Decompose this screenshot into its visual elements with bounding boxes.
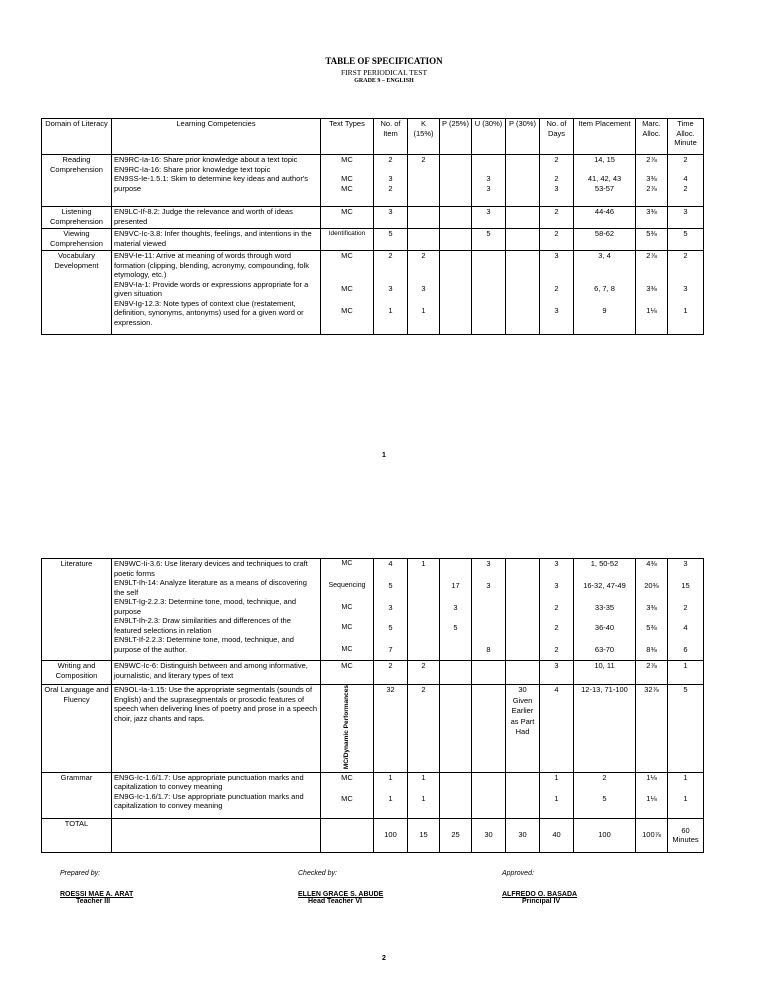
cell-value: 2: [683, 603, 688, 612]
cell-value: 3: [421, 284, 426, 293]
prepared-label: Prepared by:: [60, 870, 101, 877]
cell-value: 3: [486, 581, 491, 590]
empty-cell: [506, 207, 540, 229]
domain-vocabulary: Vocabulary Development: [42, 251, 112, 335]
cell-value: 5: [472, 229, 506, 251]
no-items: [374, 251, 408, 335]
text-types: [321, 559, 374, 661]
header-marc: Marc. Alloc.: [636, 119, 668, 155]
days-values: [540, 772, 574, 818]
cell-value: MC: [341, 155, 353, 164]
cell-value: 3⅜: [646, 174, 657, 183]
cell-value: 12-13, 71-100: [574, 685, 636, 773]
competency-item: EN9WC-Ii-3.6: Use literary devices and techniques to craft poetic forms: [114, 559, 308, 578]
table-row-vocabulary: [42, 251, 704, 335]
p1-values: [440, 559, 472, 661]
cell-value: 4: [388, 559, 393, 568]
empty-cell: [440, 251, 472, 335]
cell-value: 32: [374, 685, 408, 773]
approved-position: Principal IV: [522, 898, 561, 905]
approved-block: [502, 870, 577, 905]
k-values: [408, 155, 440, 207]
cell-value: 1⅛: [646, 793, 657, 803]
checked-name: ELLEN GRACE S. ABUDE: [298, 891, 384, 898]
domain-grammar: Grammar: [42, 772, 112, 818]
cell-value: 2: [554, 623, 559, 632]
header-time: Time Alloc. Minute: [668, 119, 704, 155]
cell-value: 58-62: [574, 229, 636, 251]
cell-value: MC: [341, 306, 353, 315]
empty-cell: [321, 818, 374, 852]
total-marc: 100⅞: [636, 818, 668, 852]
total-label: TOTAL: [42, 818, 112, 852]
header-text-types: Text Types: [321, 119, 374, 155]
domain-viewing: Viewing Comprehension: [42, 229, 112, 251]
cell-value: 3: [540, 661, 574, 685]
domain-oral: Oral Language and Fluency: [42, 685, 112, 773]
cell-value: MC/Dynamic Performances: [343, 685, 350, 770]
cell-value: MC: [341, 646, 353, 653]
cell-value: 3: [554, 183, 559, 193]
competency-item: EN9V-Ie-11: Arrive at meaning of words through word formation (clipping, blending, acronymy, compounding, folk etymology, etc.): [114, 251, 309, 279]
cell-value: 2: [408, 661, 440, 685]
competency-item: EN9G-Ic-1.6/1.7: Use appropriate punctuation marks and capitalization to convey meaning: [114, 772, 304, 792]
table-row-reading: [42, 155, 704, 207]
no-items: [374, 155, 408, 207]
approved-label: Approved:: [502, 870, 534, 877]
cell-value: 2⅞: [636, 661, 668, 685]
marc-values: [636, 155, 668, 207]
header-placement: Item Placement: [574, 119, 636, 155]
cell-value: 33-35: [594, 603, 615, 612]
cell-value: 8⅜: [646, 645, 657, 654]
cell-value: 3: [554, 559, 559, 568]
empty-cell: [408, 207, 440, 229]
table-row-viewing: [42, 229, 704, 251]
text-type-vertical: [321, 685, 374, 773]
time-values: [668, 559, 704, 661]
cell-value: Sequencing: [328, 582, 366, 589]
cell-value: 5: [453, 623, 458, 632]
cell-value: 2: [421, 251, 426, 260]
cell-value: 5⅜: [636, 229, 668, 251]
cell-value: 5: [602, 793, 607, 803]
empty-cell: [506, 559, 540, 661]
prepared-position: Teacher III: [76, 898, 111, 905]
cell-value: 5⅜: [646, 623, 657, 632]
cell-value: 3: [554, 581, 559, 590]
cell-value: 53-57: [594, 183, 615, 193]
empty-cell: [440, 229, 472, 251]
text-types: [321, 155, 374, 207]
cell-value: 2: [421, 155, 426, 164]
cell-value: 9: [602, 306, 607, 315]
table-row-grammar: [42, 772, 704, 818]
cell-value: MC: [341, 624, 353, 631]
competency-item: EN9V-Ig-12.3: Note types of context clue (restatement, definition, synonyms, antonyms) used for a given word or expression.: [114, 298, 304, 327]
total-p1: 25: [440, 818, 472, 852]
cell-value: 2: [554, 155, 559, 164]
competency-item: EN9VC-Ic-3.8: Infer thoughts, feelings, and intentions in the material viewed: [112, 229, 321, 251]
cell-value: 5: [374, 229, 408, 251]
cell-value: 1: [421, 772, 426, 782]
cell-value: 6, 7, 8: [594, 284, 615, 293]
empty-cell: [408, 229, 440, 251]
cell-value: 2⅞: [646, 155, 657, 164]
cell-value: 1: [421, 793, 426, 803]
cell-value: 1⅛: [646, 772, 657, 782]
cell-value: 1: [388, 306, 393, 315]
cell-value: 2: [554, 645, 559, 654]
cell-value: 3: [374, 207, 408, 229]
header-k: K (15%): [408, 119, 440, 155]
competency-item: EN9WC-Ic-6: Distinguish between and among informative, journalistic, and literary types of text: [112, 661, 321, 685]
cell-value: 3⅜: [646, 284, 657, 293]
cell-value: 3: [554, 306, 559, 315]
k-values: [408, 251, 440, 335]
checked-position: Head Teacher VI: [308, 898, 362, 905]
cell-value: 2: [540, 207, 574, 229]
empty-cell: [506, 772, 540, 818]
cell-value: 2: [374, 661, 408, 685]
competency-item: EN9V-Ia-1: Provide words or expressions appropriate for a given situation: [114, 279, 309, 298]
competency-item: EN9LT-Ig-2.2.3: Determine tone, mood, technique, and purpose: [114, 597, 297, 616]
placement-values: [574, 559, 636, 661]
empty-cell: [472, 251, 506, 335]
cell-value: 3: [388, 174, 393, 183]
cell-value: 3: [486, 174, 491, 183]
cell-value: 5: [388, 581, 393, 590]
empty-cell: [506, 251, 540, 335]
table-row-oral: [42, 685, 704, 773]
empty-cell: [440, 661, 472, 685]
cell-value: 17: [451, 581, 460, 590]
cell-value: 2: [388, 155, 393, 164]
cell-value: 1: [554, 772, 559, 782]
empty-cell: [440, 685, 472, 773]
cell-value: 16-32, 47-49: [583, 581, 626, 590]
cell-value: MC: [341, 772, 353, 782]
cell-value: MC: [321, 661, 374, 685]
cell-value: 3: [453, 603, 458, 612]
total-placement: 100: [574, 818, 636, 852]
cell-value: 4⅜: [646, 559, 657, 568]
cell-value: 5: [388, 623, 393, 632]
cell-value: 3, 4: [598, 251, 611, 260]
cell-value: 2: [554, 603, 559, 612]
header-p2: P (30%): [506, 119, 540, 155]
empty-cell: [472, 772, 506, 818]
cell-value: 1: [668, 661, 704, 685]
cell-value: 4: [540, 685, 574, 773]
header-p1: P (25%): [440, 119, 472, 155]
cell-value: 3: [554, 251, 559, 260]
empty-cell: [472, 661, 506, 685]
cell-value: 30 Given Earlier as Part Had: [506, 685, 540, 773]
total-items: 100: [374, 818, 408, 852]
cell-value: 1: [388, 772, 393, 782]
days-values: [540, 251, 574, 335]
time-values: [668, 155, 704, 207]
cell-value: 4: [683, 174, 688, 183]
cell-value: 5: [668, 685, 704, 773]
document-title: TABLE OF SPECIFICATION: [325, 56, 443, 66]
cell-value: 2: [602, 772, 607, 782]
domain-listening: Listening Comprehension: [42, 207, 112, 229]
header-days: No. of Days: [540, 119, 574, 155]
competency-item: EN9RC-Ia-16: Share prior knowledge about a text topic: [114, 155, 298, 164]
empty-cell: [472, 685, 506, 773]
cell-value: 2: [540, 229, 574, 251]
marc-values: [636, 559, 668, 661]
total-p2: 30: [506, 818, 540, 852]
cell-value: 1: [683, 772, 688, 782]
cell-value: 3⅜: [646, 603, 657, 612]
cell-value: 1: [388, 793, 393, 803]
total-k: 15: [408, 818, 440, 852]
placement-values: [574, 251, 636, 335]
cell-value: 3: [683, 559, 688, 568]
table-row-total: [42, 818, 704, 852]
cell-value: 44-46: [574, 207, 636, 229]
cell-value: 3: [683, 284, 688, 293]
k-values: [408, 559, 440, 661]
table-row-listening: [42, 207, 704, 229]
competency-item: EN9LT-Ih-2.3: Draw similarities and differences of the featured selections in relation: [114, 616, 291, 635]
domain-writing: Writing and Composition: [42, 661, 112, 685]
cell-value: 3: [388, 284, 393, 293]
cell-value: 1, 50-52: [590, 559, 619, 568]
checked-block: [298, 870, 383, 905]
placement-values: [574, 155, 636, 207]
competencies-reading: [112, 155, 321, 207]
time-values: [668, 251, 704, 335]
cell-value: 5: [668, 229, 704, 251]
prepared-block: [60, 870, 133, 905]
cell-value: 20⅜: [644, 581, 659, 590]
competencies-vocabulary: [112, 251, 321, 335]
cell-value: MC: [341, 251, 353, 260]
cell-value: 1: [554, 793, 559, 803]
cell-value: 36-40: [594, 623, 615, 632]
header-domain: Domain of Literacy: [42, 119, 112, 155]
time-values: [668, 772, 704, 818]
cell-value: 3⅜: [636, 207, 668, 229]
cell-value: MC: [341, 183, 353, 193]
cell-value: 2⅞: [646, 183, 657, 193]
cell-value: 2: [388, 251, 393, 260]
page-number-2: 2: [382, 955, 386, 962]
cell-value: MC: [321, 207, 374, 229]
cell-value: MC: [341, 604, 353, 611]
total-u: 30: [472, 818, 506, 852]
cell-value: 1⅛: [646, 306, 657, 315]
grade-label: GRADE 9 – ENGLISH: [354, 78, 414, 84]
p1-values: [440, 155, 472, 207]
k-values: [408, 772, 440, 818]
page-number-1: 1: [382, 452, 386, 459]
marc-values: [636, 772, 668, 818]
cell-value: 2: [683, 251, 688, 260]
cell-value: 8: [486, 645, 491, 654]
competency-item: EN9LT-Ih-14: Analyze literature as a means of discovering the self: [114, 578, 307, 597]
cell-value: 2: [554, 174, 559, 183]
competency-item: EN9LT-If-2.2.3: Determine tone, mood, technique, and purpose of the author.: [114, 635, 294, 654]
domain-literature: Literature: [42, 559, 112, 661]
approved-name: ALFREDO O. BASADA: [502, 891, 578, 898]
cell-value: 2: [683, 183, 688, 193]
empty-cell: [440, 772, 472, 818]
table-row-literature: [42, 559, 704, 661]
cell-value: 3: [668, 207, 704, 229]
cell-value: 2⅞: [646, 251, 657, 260]
cell-value: 14, 15: [594, 155, 615, 164]
cell-value: 3: [486, 183, 491, 193]
text-types: [321, 251, 374, 335]
cell-value: 2: [388, 183, 393, 193]
checked-label: Checked by:: [298, 870, 337, 877]
cell-value: 2: [408, 685, 440, 773]
cell-value: 2: [554, 284, 559, 293]
prepared-name: ROESSI MAE A. ARAT: [60, 891, 134, 898]
competencies-literature: [112, 559, 321, 661]
competency-item: EN9OL-Ia-1.15: Use the appropriate segmentals (sounds of English) and the suprasegmentals or prosodic features of speech when delivering lines of poetry and prose in a speech choir, jazz chants and raps.: [112, 685, 321, 773]
competency-item: EN9RC-Ia-16: Share prior knowledge text topic: [114, 164, 271, 174]
domain-reading: Reading Comprehension: [42, 155, 112, 207]
empty-cell: [440, 207, 472, 229]
cell-value: 15: [681, 581, 690, 590]
cell-value: MC: [341, 284, 353, 293]
no-items: [374, 559, 408, 661]
header-competencies: Learning Competencies: [112, 119, 321, 155]
cell-value: 41, 42, 43: [587, 174, 622, 183]
cell-value: 1: [683, 306, 688, 315]
cell-value: MC: [341, 793, 353, 803]
competency-item: EN9G-Ic-1.6/1.7: Use appropriate punctuation marks and capitalization to convey meaning: [114, 791, 304, 811]
cell-value: MC: [341, 560, 353, 567]
cell-value: 10, 11: [574, 661, 636, 685]
document-subtitle: FIRST PERIODICAL TEST: [340, 68, 428, 77]
cell-value: 7: [388, 645, 393, 654]
text-types: [321, 772, 374, 818]
cell-value: 1: [421, 306, 426, 315]
competencies-grammar: [112, 772, 321, 818]
p2-values: [506, 155, 540, 207]
cell-value: 3: [388, 603, 393, 612]
cell-value: 32⅞: [636, 685, 668, 773]
no-items: [374, 772, 408, 818]
total-time: 60 Minutes: [668, 818, 704, 852]
cell-value: 3: [472, 207, 506, 229]
competency-item: EN9LC-If-8.2: Judge the relevance and worth of ideas presented: [112, 207, 321, 229]
header-no-item: No. of Item: [374, 119, 408, 155]
cell-value: 4: [683, 623, 688, 632]
table-row-writing: [42, 661, 704, 685]
empty-cell: [112, 818, 321, 852]
u-values: [472, 559, 506, 661]
cell-value: 1: [683, 793, 688, 803]
header-u: U (30%): [472, 119, 506, 155]
cell-value: 2: [683, 155, 688, 164]
cell-value: 3: [486, 559, 491, 568]
cell-value: 6: [683, 645, 688, 654]
competency-item: EN9SS-Ie-1.5.1: Skim to determine key ideas and author's purpose: [114, 174, 309, 193]
specification-table-page1: [41, 118, 704, 335]
cell-value: MC: [341, 174, 353, 183]
cell-value: 1: [421, 559, 426, 568]
specification-table-page2: [41, 558, 704, 853]
cell-value: Identification: [321, 229, 374, 251]
empty-cell: [506, 661, 540, 685]
empty-cell: [506, 229, 540, 251]
table-header-row: [42, 119, 704, 155]
u-values: [472, 155, 506, 207]
placement-values: [574, 772, 636, 818]
marc-values: [636, 251, 668, 335]
days-values: [540, 559, 574, 661]
cell-value: 63-70: [594, 645, 615, 654]
days-values: [540, 155, 574, 207]
total-days: 40: [540, 818, 574, 852]
